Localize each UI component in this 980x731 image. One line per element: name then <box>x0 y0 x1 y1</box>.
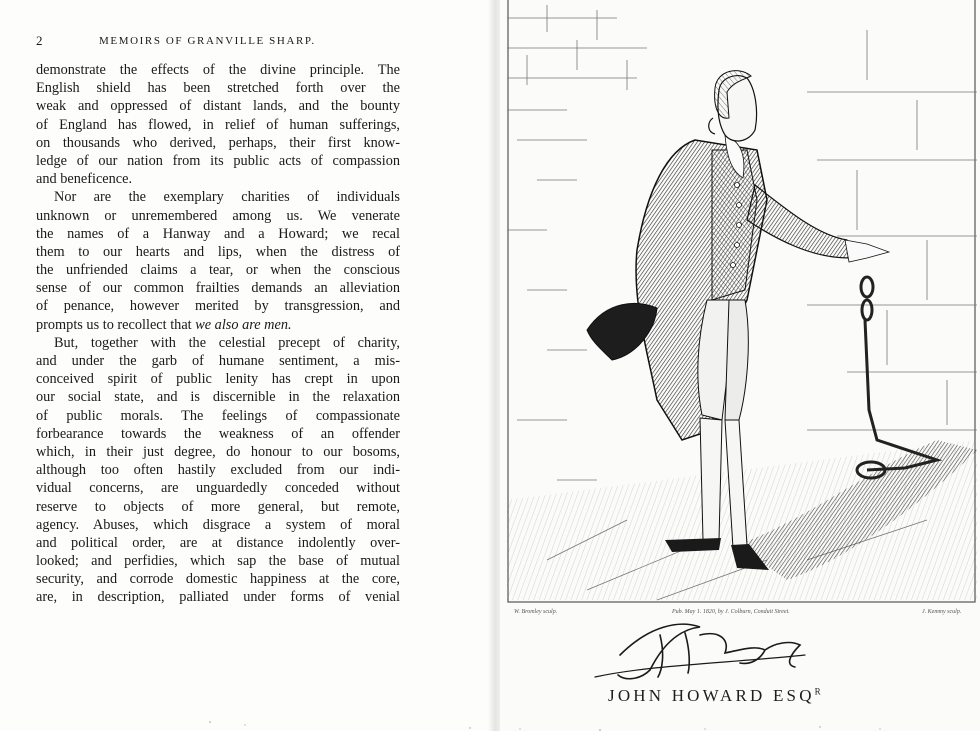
text-line: are, in description, palliated under forms of venial <box>36 589 400 606</box>
text-line-start: prompts us to recollect that <box>36 316 196 333</box>
text-line: ledge of our nation from its public acts of compassion <box>36 152 400 169</box>
text-line: which, in their just degree, do honour to our bosoms, <box>36 443 400 460</box>
text-line: and under the garb of humane sentiment, a mis- <box>36 353 400 369</box>
text-line: sense of our common frailties demands an alleviation <box>36 280 400 297</box>
text-line: Nor are the exemplary charities of individuals <box>54 189 400 206</box>
engraver-credit: W. Bromley sculp. <box>514 609 558 615</box>
italic-phrase: we also are men. <box>195 316 292 333</box>
text-line: and beneficence. <box>36 171 133 188</box>
text-line: although too often hastily excluded from our indi- <box>36 462 400 479</box>
paper-speckles <box>0 700 980 731</box>
text-line: weak and oppressed of distant lands, and the bounty <box>36 98 400 115</box>
text-line: the unfriended claims a tear, or when the conscious <box>36 262 400 279</box>
page-number: 2 <box>36 33 43 48</box>
portrait-name: JOHN HOWARD ESQ <box>608 686 815 705</box>
portrait-name-suffix: R <box>814 686 821 697</box>
text-line: unknown or unremembered among us. We venerate <box>36 207 400 224</box>
text-line: our social state, and is discernible in the relaxation <box>36 389 400 406</box>
text-line: of penance, however merited by transgression, and <box>36 298 400 315</box>
text-line: and political order, are at distance indolently over- <box>36 534 400 551</box>
portrait-engraving <box>507 0 977 610</box>
text-line: conceived spirit of public lenity has crept in upon <box>36 371 400 388</box>
text-line: But, together with the celestial precept of charity, <box>54 334 400 351</box>
publisher-credit: Pub. May 1. 1820, by J. Colburn, Conduit Street. <box>672 609 790 615</box>
text-line: demonstrate the effects of the divine principle. The <box>36 62 400 78</box>
running-head <box>36 33 406 51</box>
text-line: them to our hearts and lips, when the distress of <box>36 243 400 260</box>
text-line: agency. Abuses, which disgrace a system of moral <box>36 516 400 533</box>
text-line: the names of a Hanway and a Howard; we recal <box>36 225 400 242</box>
text-line: English shield has been stretched forth over the <box>36 80 400 97</box>
body-text <box>36 61 400 607</box>
text-line-with-italic <box>36 316 400 334</box>
text-line: of England has flowed, in relief of human sufferings, <box>36 116 400 133</box>
engraver-credit-right: J. Kemmy sculp. <box>922 609 962 615</box>
text-line: forbearance towards the weakness of an offender <box>36 425 400 442</box>
text-line: reserve to objects of more general, but remote, <box>36 498 400 515</box>
text-line: of public morals. The feelings of compassionate <box>36 407 400 424</box>
text-line: vidual concerns, are unguardedly conceded without <box>36 480 400 497</box>
running-title: MEMOIRS OF GRANVILLE SHARP. <box>99 35 316 47</box>
text-line: looked; and perfidies, which sap the base of mutual <box>36 553 400 570</box>
text-line: on thousands who derived, perhaps, their first know- <box>36 134 400 151</box>
howard-signature <box>590 615 810 687</box>
text-line: security, and corrode domestic happiness at the core, <box>36 571 400 588</box>
